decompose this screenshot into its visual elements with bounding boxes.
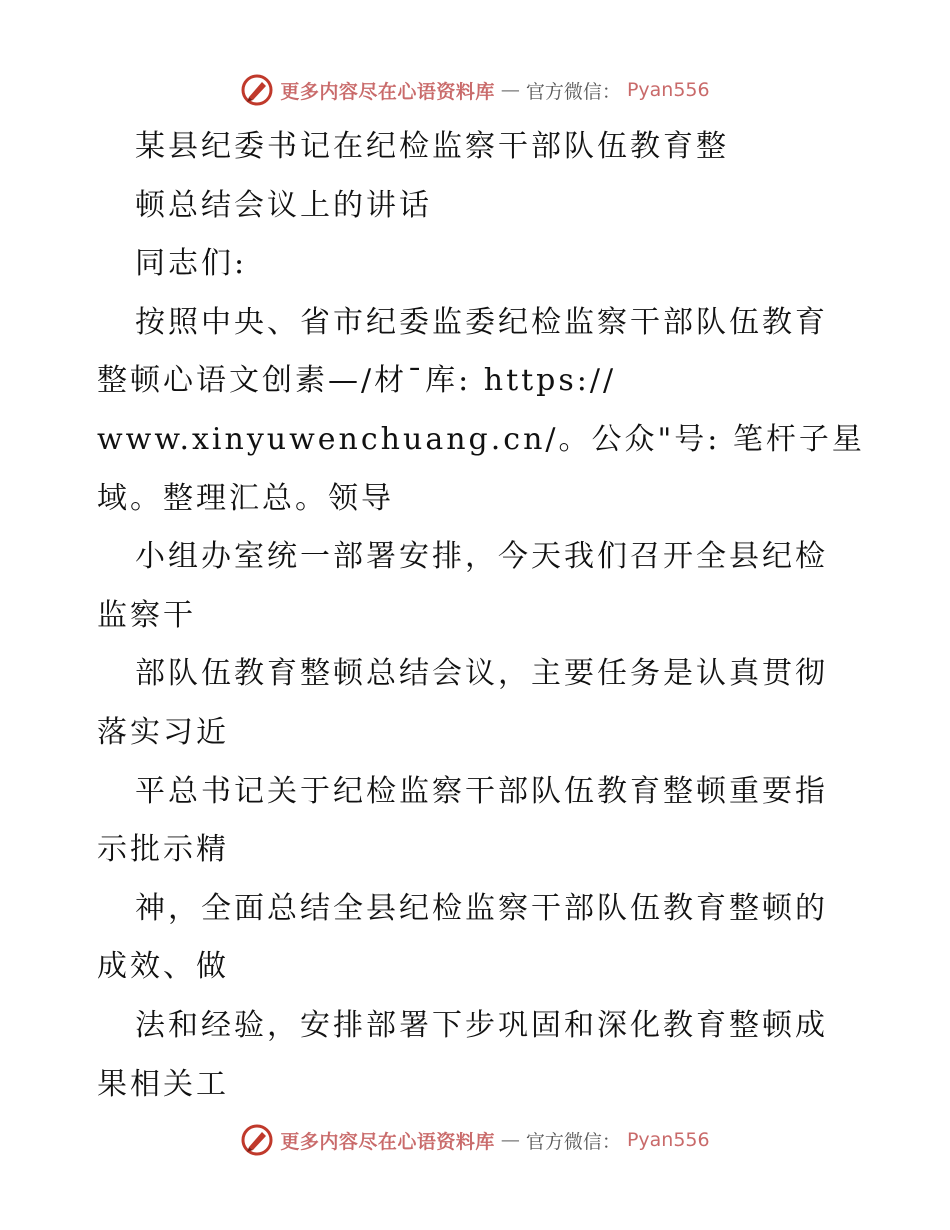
footer-banner <box>0 1120 950 1160</box>
banner-wechat-id: Pyan556 <box>626 79 710 101</box>
logo-icon <box>240 1123 274 1157</box>
header-banner <box>0 70 950 110</box>
document-line: 同志们: <box>135 246 248 282</box>
document-line: 法和经验，安排部署下步巩固和深化教育整顿成 <box>135 1007 828 1043</box>
document-line: 某县纪委书记在纪检监察干部队伍教育整 <box>135 129 729 164</box>
document-line: 域。整理汇总。领导 <box>97 480 394 516</box>
document-line: 按照中央、省市纪委监委纪检监察干部队伍教育 <box>135 304 828 340</box>
banner-separator: — <box>500 1129 520 1151</box>
banner-separator: — <box>500 79 520 101</box>
document-line: 神，全面总结全县纪检监察干部队伍教育整顿的 <box>135 890 828 926</box>
document-line: 示批示精 <box>97 832 229 868</box>
banner-main-text: 更多内容尽在心语资料库 <box>280 80 495 103</box>
banner-wechat-id: Pyan556 <box>626 1129 710 1151</box>
document-line: 整顿心语文创素—/材¯库: https:// <box>97 363 617 399</box>
document-line: 部队伍教育整顿总结会议，主要任务是认真贯彻 <box>135 656 828 692</box>
document-body <box>97 118 865 1114</box>
document-line: 落实习近 <box>97 714 229 750</box>
document-line: 监察干 <box>97 597 196 633</box>
logo-icon <box>240 73 274 107</box>
document-line: 顿总结会议上的讲话 <box>135 187 432 223</box>
document-line: www.xinyuwenchuang.cn/。公众"号: 笔杆子星 <box>97 421 865 457</box>
document-line: 小组办室统一部署安排，今天我们召开全县纪检 <box>135 539 828 575</box>
banner-main-text: 更多内容尽在心语资料库 <box>280 1130 495 1153</box>
document-line: 果相关工 <box>97 1066 229 1102</box>
document-line: 成效、做 <box>97 949 229 985</box>
document-line: 平总书记关于纪检监察干部队伍教育整顿重要指 <box>135 773 828 809</box>
banner-wechat-label: 官方微信： <box>525 80 621 103</box>
banner-wechat-label: 官方微信： <box>525 1130 621 1153</box>
